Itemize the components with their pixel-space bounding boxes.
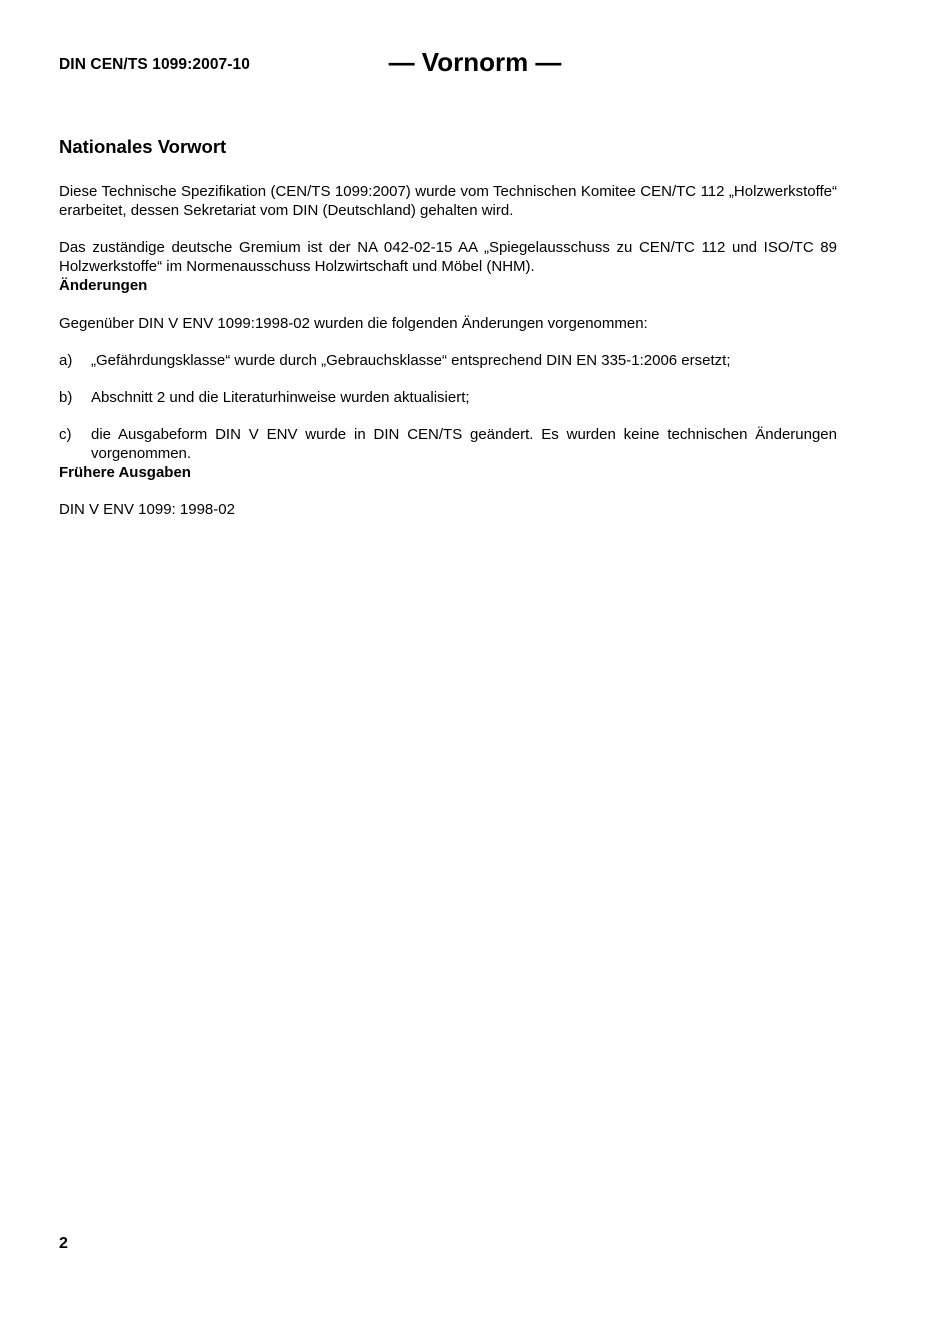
list-item-text: die Ausgabeform DIN V ENV wurde in DIN CEN/TS geändert. Es wurden keine technischen Änderungen vorgenommen. [91,426,837,462]
prestandard-status-label: — Vornorm — [388,47,562,77]
page-content [59,135,837,519]
changes-intro: Gegenüber DIN V ENV 1099:1998-02 wurden die folgenden Änderungen vorgenommen: [59,315,648,332]
list-item-text: Abschnitt 2 und die Literaturhinweise wurden aktualisiert; [91,389,470,406]
list-item [59,425,837,463]
foreword-paragraph: Das zuständige deutsche Gremium ist der NA 042-02-15 AA „Spiegelausschuss zu CEN/TC 112 und ISO/TC 89 Holzwerkstoffe“ im Normenausschuss Holzwirtschaft und Möbel (NHM). [59,239,837,275]
document-id: DIN CEN/TS 1099:2007-10 [59,56,250,73]
previous-edition-entry: DIN V ENV 1099: 1998-02 [59,501,235,518]
changes-heading: Änderungen [59,277,148,294]
page-number: 2 [59,1235,68,1252]
foreword-paragraph: Diese Technische Spezifikation (CEN/TS 1099:2007) wurde vom Technischen Komitee CEN/TC 112 „Holzwerkstoffe“ erarbeitet, dessen Sekretariat vom DIN (Deutschland) gehalten wird. [59,183,837,219]
list-item-marker: c) [59,426,72,443]
list-item [59,351,837,370]
list-item-marker: b) [59,389,73,406]
list-item-text: „Gefährdungsklasse“ wurde durch „Gebrauchsklasse“ entsprechend DIN EN 335-1:2006 ersetzt; [91,352,731,369]
list-item [59,388,837,407]
list-item-marker: a) [59,352,73,369]
page-title: Nationales Vorwort [59,136,227,157]
changes-list [59,351,837,463]
previous-editions-heading: Frühere Ausgaben [59,464,191,481]
